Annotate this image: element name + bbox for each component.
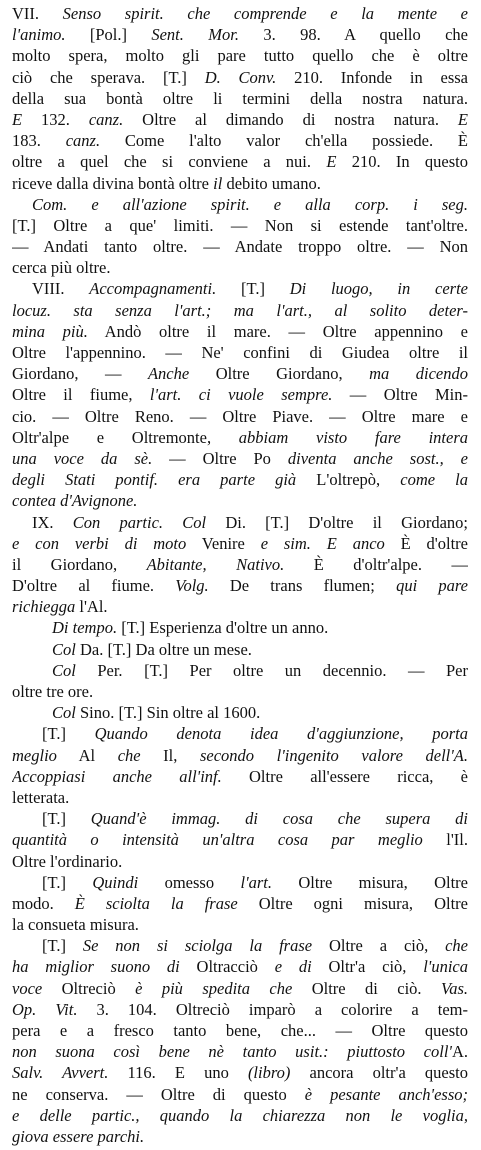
text-line	[12, 406, 468, 427]
roman-text: 3. 98. A quello che	[238, 25, 468, 45]
text-line	[12, 766, 468, 787]
text-line	[12, 1084, 468, 1105]
roman-text: il Giordano,	[12, 554, 147, 574]
text-line	[12, 893, 468, 914]
roman-text: È d'oltr'alpe. —	[284, 554, 468, 574]
roman-text	[163, 513, 182, 532]
roman-text: Oltre l'ordinario.	[12, 851, 123, 871]
roman-text: A.	[451, 1042, 468, 1062]
roman-text: riceve dalla divina bontà oltre	[12, 173, 214, 193]
text-line	[12, 151, 468, 172]
text-line	[12, 215, 468, 236]
roman-text: debito umano.	[222, 173, 321, 193]
roman-text: l'Al.	[75, 597, 108, 617]
italic-text: contea d'Avignone.	[12, 491, 138, 511]
roman-text	[311, 534, 327, 553]
roman-text: 3. 104. Oltreciò imparò a colorire a tem-	[77, 999, 468, 1019]
italic-text: che	[117, 745, 141, 765]
text-line	[12, 596, 468, 617]
roman-text: Al	[56, 745, 118, 765]
italic-text: l'unica	[423, 957, 468, 977]
entry-paragraph	[12, 512, 468, 618]
entry-paragraph	[12, 639, 468, 660]
text-line	[12, 617, 468, 638]
roman-text: ancora oltr'a questo	[290, 1063, 468, 1083]
text-line	[12, 533, 468, 554]
text-line	[12, 851, 468, 872]
italic-text: l'art.	[240, 872, 272, 892]
roman-text: Oltre all'essere ricca, è	[221, 766, 468, 786]
text-line	[12, 257, 468, 278]
italic-text: ma dicendo	[369, 364, 468, 384]
italic-text: Abitante, Nativo.	[146, 554, 285, 574]
roman-text: Oltre l'appennino. — Ne' confini di Giudea oltre il	[12, 343, 468, 362]
italic-text: qui pare	[396, 576, 468, 596]
roman-text: Oltreciò	[42, 978, 136, 998]
text-line	[12, 384, 468, 405]
entry-paragraph	[12, 194, 468, 279]
entry-paragraph	[12, 872, 468, 936]
roman-text: molto spera, molto gli pare tutto quello che è oltre	[12, 46, 468, 66]
italic-text: Accoppiasi anche all'inf.	[12, 766, 222, 786]
roman-text: È d'oltre	[384, 533, 468, 553]
roman-text: VII.	[12, 4, 63, 23]
roman-text: Per. [T.] Per oltre un decennio. — Per	[75, 660, 468, 680]
roman-text: Oltre a ciò,	[312, 936, 446, 956]
italic-text: e delle partic., quando la chiarezza non le voglia,	[12, 1105, 468, 1125]
roman-text: Oltre il fiume,	[12, 385, 150, 405]
italic-text: Accompagnamenti.	[89, 279, 217, 299]
roman-text: [T.]	[42, 809, 91, 829]
text-line	[12, 490, 468, 511]
roman-text: — Oltre Min-	[332, 385, 468, 405]
text-line	[12, 88, 468, 109]
roman-text: 210. In questo	[336, 152, 468, 172]
roman-text: letterata.	[12, 787, 70, 807]
text-line	[12, 808, 468, 829]
text-line	[12, 278, 468, 299]
roman-text: 116. E uno	[108, 1063, 248, 1083]
text-line	[12, 427, 468, 448]
italic-text: Vas.	[440, 978, 468, 998]
roman-text: Oltr'alpe e Oltremonte,	[12, 427, 239, 447]
roman-text: Oltre al dimando di nostra natura.	[123, 109, 458, 129]
italic-text: non suona così bene nè tanto usit.: piuttosto coll'	[12, 1042, 452, 1062]
roman-text: oltre tre ore.	[12, 682, 94, 701]
italic-text: abbiam visto fare intera	[238, 427, 468, 447]
italic-text: quantità o intensità un'altra cosa par meglio	[12, 830, 423, 850]
roman-text: [T.]	[42, 872, 93, 892]
text-line	[12, 194, 468, 215]
text-line	[12, 45, 468, 66]
roman-text: De trans flumen;	[208, 576, 397, 596]
roman-text: della sua bontà oltre li termini della nostra natura.	[12, 88, 468, 108]
text-line	[12, 745, 468, 766]
text-line	[12, 236, 468, 257]
text-line	[12, 1020, 468, 1041]
italic-text: Com. e all'azione spirit. e alla corp. i seg.	[32, 194, 468, 214]
entry-paragraph	[12, 935, 468, 1147]
italic-text: e di	[274, 957, 312, 977]
roman-text: Come l'alto valor ch'ella possiede. È	[100, 131, 468, 151]
text-line	[12, 554, 468, 575]
italic-text: Volg.	[175, 576, 209, 596]
roman-text: L'oltrepò,	[296, 470, 401, 490]
text-line	[12, 978, 468, 999]
italic-text: Salv. Avvert.	[12, 1063, 109, 1083]
text-line	[12, 67, 468, 88]
italic-text: è pesante anch'esso;	[304, 1084, 468, 1104]
roman-text: [Pol.]	[65, 25, 152, 45]
italic-text: voce	[12, 978, 43, 998]
italic-text: (libro)	[247, 1063, 291, 1083]
italic-text: che	[445, 936, 468, 956]
roman-text: la consueta misura.	[12, 915, 139, 935]
roman-text: Giordano, —	[12, 364, 148, 384]
roman-text: Oltre ogni misura, Oltre	[237, 893, 468, 913]
roman-text: [T.]	[42, 936, 83, 956]
roman-text: Oltre misura, Oltre	[271, 872, 468, 892]
italic-text: secondo l'ingenito valore dell'A.	[199, 745, 468, 765]
italic-text: Con partic.	[72, 512, 164, 532]
italic-text: Col	[52, 660, 76, 680]
italic-text: e sim.	[260, 533, 311, 553]
text-line	[12, 3, 468, 24]
italic-text: canz.	[65, 131, 101, 151]
italic-text: Col	[52, 703, 76, 723]
roman-text: IX.	[32, 512, 73, 532]
text-line	[12, 787, 468, 808]
roman-text: — Andati tanto oltre. — Andate troppo oltre. — Non	[12, 237, 468, 257]
text-line	[12, 999, 468, 1020]
entry-paragraph	[12, 278, 468, 511]
roman-text: [T.]	[42, 724, 95, 744]
text-line	[12, 702, 468, 723]
roman-text: D'oltre al fiume.	[12, 576, 176, 596]
text-line	[12, 363, 468, 384]
text-line	[12, 173, 468, 194]
roman-text: Oltr'a ciò,	[311, 957, 424, 977]
italic-text: Anche	[147, 364, 190, 384]
italic-text: giova essere parchi.	[12, 1126, 145, 1146]
italic-text: una voce da sè.	[12, 448, 153, 468]
italic-text: è più spedita che	[135, 978, 293, 998]
italic-text: Quand'è immag. di cosa che supera di	[90, 809, 468, 829]
italic-text: Op. Vit.	[12, 999, 78, 1019]
roman-text: l'Il.	[422, 830, 468, 850]
text-line	[12, 342, 468, 363]
italic-text: richiegga	[12, 597, 76, 617]
text-line	[12, 109, 468, 130]
roman-text: oltre a quel che si conviene a nui.	[12, 152, 327, 172]
roman-text: Venire	[186, 533, 261, 553]
italic-text: mina più.	[12, 321, 88, 341]
entry-paragraph	[12, 660, 468, 702]
roman-text: Oltre Giordano,	[189, 364, 370, 384]
roman-text: 183.	[12, 131, 66, 151]
roman-text: [T.] Esperienza d'oltre un anno.	[117, 618, 329, 638]
text-line	[12, 723, 468, 744]
text-line	[12, 512, 468, 533]
text-line	[12, 935, 468, 956]
italic-text: ha miglior suono di	[12, 957, 180, 977]
italic-text: Quando denota idea d'aggiunzione, porta	[94, 724, 468, 744]
roman-text: Da. [T.] Da oltre un mese.	[75, 639, 252, 659]
italic-text: e con verbi di moto	[12, 533, 187, 553]
italic-text: Col	[182, 512, 207, 532]
roman-text: modo.	[12, 893, 75, 913]
roman-text: Di. [T.] D'oltre il Giordano;	[206, 512, 468, 532]
roman-text: Sino. [T.] Sin oltre al 1600.	[75, 703, 261, 723]
italic-text: Di tempo.	[52, 618, 118, 638]
roman-text: 132.	[22, 109, 89, 129]
entry-paragraph	[12, 3, 468, 194]
text-line	[12, 448, 468, 469]
entry-paragraph	[12, 617, 468, 638]
text-line	[12, 639, 468, 660]
text-line	[12, 1105, 468, 1126]
text-line	[12, 1126, 468, 1147]
roman-text: 210. Infonde in essa	[276, 67, 468, 87]
italic-text: locuz. sta senza l'art.; ma l'art., al solito deter-	[12, 300, 468, 320]
italic-text: Senso spirit. che comprende e la mente e	[62, 4, 468, 23]
italic-text: E	[12, 109, 23, 129]
italic-text: È sciolta la frase	[74, 893, 238, 913]
roman-text: ciò che sperava. [T.]	[12, 67, 205, 87]
roman-text: [T.]	[216, 279, 290, 299]
entry-paragraph	[12, 808, 468, 872]
italic-text: diventa anche sost., e	[287, 448, 468, 468]
italic-text: D. Conv.	[204, 67, 277, 87]
roman-text: cio. — Oltre Reno. — Oltre Piave. — Oltre mare e	[12, 406, 468, 426]
italic-text: E anco	[326, 533, 385, 553]
text-line	[12, 956, 468, 977]
text-line	[12, 575, 468, 596]
italic-text: canz.	[88, 109, 124, 129]
text-line	[12, 872, 468, 893]
roman-text: — Oltre Po	[152, 448, 288, 468]
roman-text: Oltre di ciò.	[292, 978, 441, 998]
text-line	[12, 1062, 468, 1083]
italic-text: il	[213, 173, 223, 193]
italic-text: Di luogo, in certe	[289, 279, 468, 299]
roman-text: cerca più oltre.	[12, 258, 111, 278]
italic-text: meglio	[12, 745, 57, 765]
roman-text: [T.] Oltre a que' limiti. — Non si estende tant'oltre.	[12, 215, 468, 235]
text-line	[12, 681, 468, 702]
italic-text: l'animo.	[12, 25, 66, 45]
roman-text: ne conserva. — Oltre di questo	[12, 1084, 305, 1104]
roman-text: Andò oltre il mare. — Oltre appennino e	[87, 321, 468, 341]
entry-paragraph	[12, 702, 468, 723]
italic-text: E	[326, 152, 337, 172]
text-line	[12, 130, 468, 151]
text-line	[12, 914, 468, 935]
italic-text: Quindi	[92, 872, 139, 892]
roman-text: VIII.	[32, 279, 90, 299]
roman-text: pera e a fresco tanto bene, che... — Oltre questo	[12, 1021, 468, 1040]
entry-paragraph	[12, 723, 468, 808]
italic-text: E	[457, 109, 468, 129]
text-line	[12, 24, 468, 45]
italic-text: Sent. Mor.	[151, 25, 239, 45]
italic-text: Se non si sciolga la frase	[82, 936, 313, 956]
roman-text: Oltracciò	[179, 957, 275, 977]
italic-text: Col	[52, 639, 76, 659]
roman-text: omesso	[138, 872, 241, 892]
text-line	[12, 1041, 468, 1062]
text-line	[12, 829, 468, 850]
text-line	[12, 300, 468, 321]
italic-text: come la	[400, 470, 468, 490]
italic-text: degli Stati pontif. era parte già	[12, 470, 297, 490]
text-line	[12, 660, 468, 681]
text-line	[12, 321, 468, 342]
text-line	[12, 469, 468, 490]
roman-text: Il,	[140, 745, 200, 765]
italic-text: l'art. ci vuole sempre.	[149, 385, 333, 405]
